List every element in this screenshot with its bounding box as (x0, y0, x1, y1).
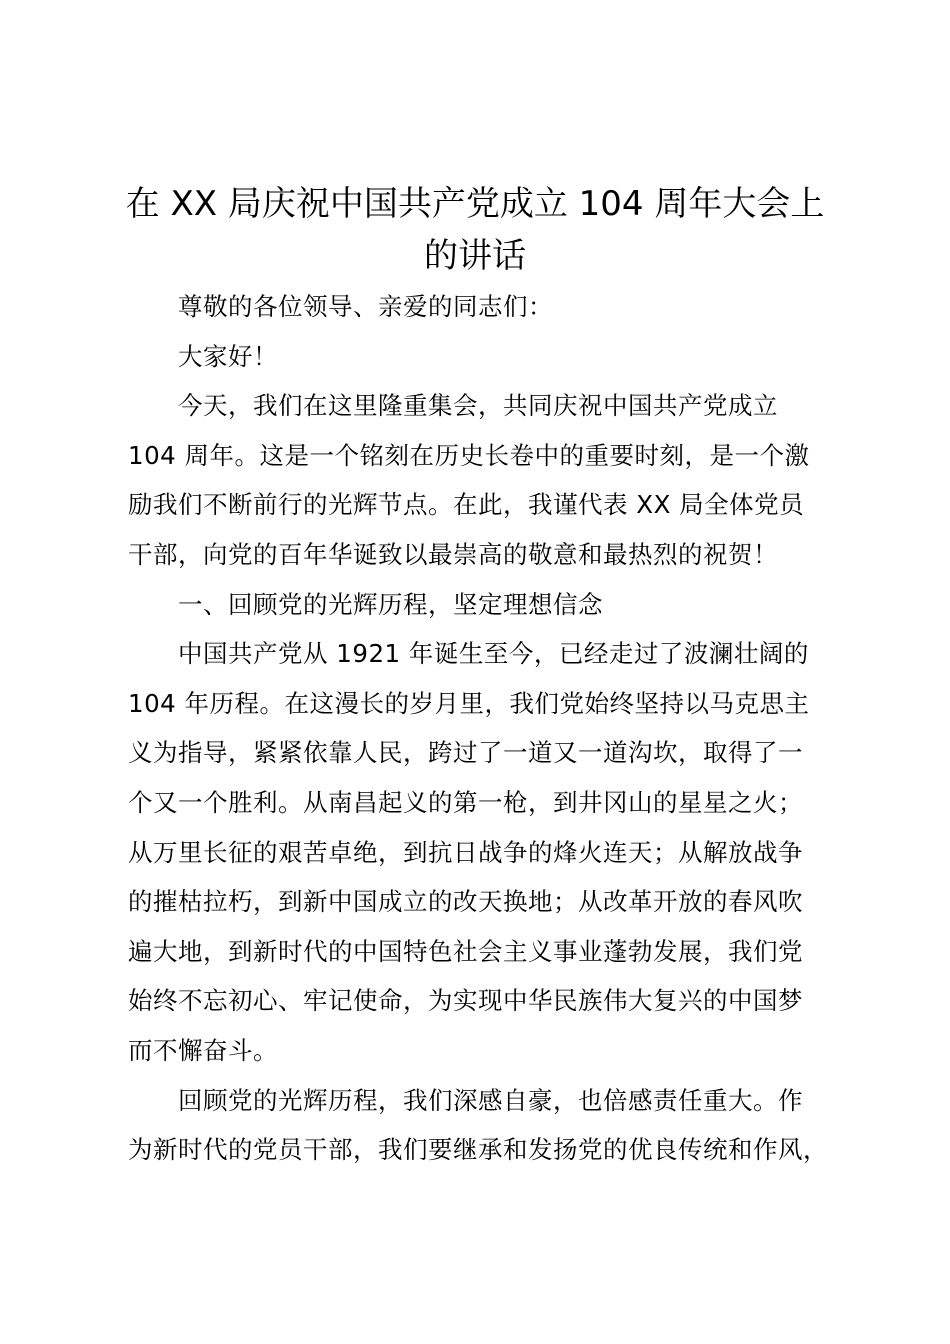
greeting (128, 332, 856, 382)
text-line: 遍大地，到新时代的中国特色社会主义事业蓬勃发展，我们党 (128, 936, 803, 966)
text-line: 104 周年。这是一个铭刻在历史长卷中的重要时刻，是一个激 (128, 440, 810, 470)
section-heading (128, 580, 856, 630)
text-line: 今天，我们在这里隆重集会，共同庆祝中国共产党成立 (178, 391, 778, 421)
text-line: 始终不忘初心、牢记使命，为实现中华民族伟大复兴的中国梦 (128, 986, 803, 1016)
paragraph-reflection (128, 1076, 856, 1175)
speech-title (100, 178, 850, 282)
text-line: 个又一个胜利。从南昌起义的第一枪，到井冈山的星星之火； (128, 787, 803, 817)
text-line: 为新时代的党员干部，我们要继承和发扬党的优良传统和作风， (128, 1135, 828, 1165)
paragraph-intro (128, 381, 856, 579)
paragraph-history (128, 629, 856, 1075)
text-line: 中国共产党从 1921 年诞生至今，已经走过了波澜壮阔的 (178, 639, 809, 669)
text-line: 尊敬的各位领导、亲爱的同志们： (178, 292, 553, 321)
text-line: 的摧枯拉朽，到新中国成立的改天换地；从改革开放的春风吹 (128, 887, 803, 917)
text-line: 104 年历程。在这漫长的岁月里，我们党始终坚持以马克思主 (128, 688, 810, 718)
text-line: 大家好！ (178, 341, 278, 371)
text-line: 而不懈奋斗。 (128, 1035, 278, 1065)
title-line: 在 XX 局庆祝中国共产党成立 104 周年大会上 (125, 184, 825, 224)
title-line: 的讲话 (424, 236, 526, 276)
text-line: 从万里长征的艰苦卓绝，到抗日战争的烽火连天；从解放战争 (128, 837, 803, 867)
text-line: 一、回顾党的光辉历程，坚定理想信念 (178, 589, 603, 619)
text-line: 义为指导，紧紧依靠人民，跨过了一道又一道沟坎，取得了一 (128, 738, 803, 768)
text-line: 回顾党的光辉历程，我们深感自豪，也倍感责任重大。作 (178, 1085, 803, 1115)
speech-body (128, 282, 856, 1175)
text-line: 干部，向党的百年华诞致以最崇高的敬意和最热烈的祝贺！ (128, 539, 778, 569)
text-line: 励我们不断前行的光辉节点。在此，我谨代表 XX 局全体党员 (128, 490, 805, 520)
salutation (128, 282, 856, 332)
